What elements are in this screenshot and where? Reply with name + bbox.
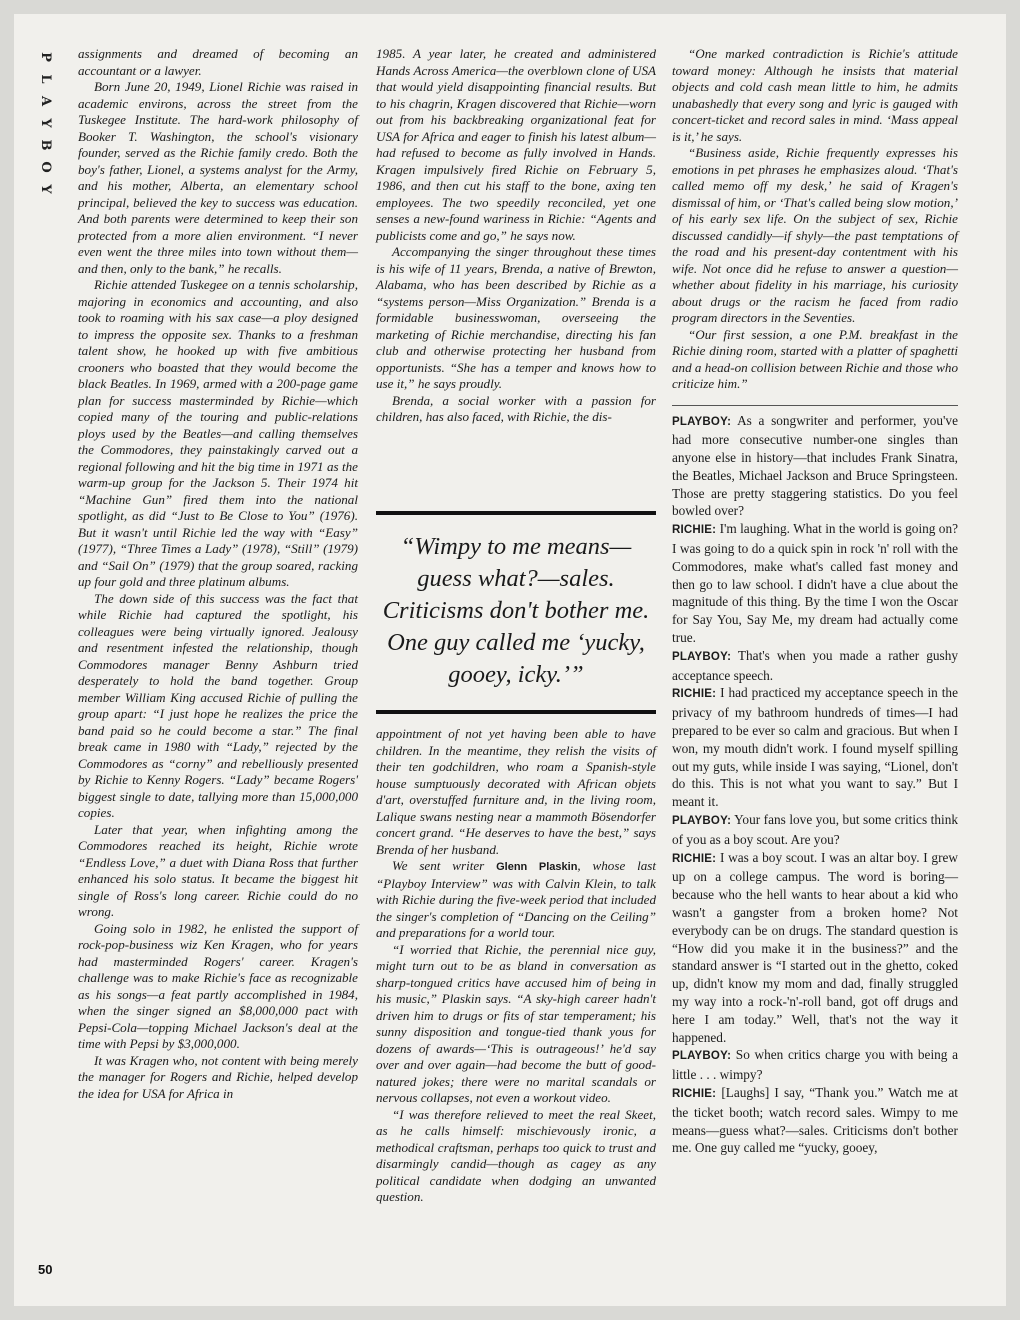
paragraph [376, 858, 656, 942]
paragraph: “I was therefore relieved to meet the real Skeet, as he calls himself: mischievously ironic, a methodical craftsman, perhaps too quick to trust and disarmingly candid—though as cagey as any political candidate when dodging an unwanted question. [376, 1106, 656, 1204]
speaker-label: RICHIE: [672, 688, 717, 701]
column-2 [376, 46, 656, 1204]
interview-turn [672, 412, 958, 521]
speaker-label: RICHIE: [672, 1087, 717, 1100]
interview-turn [672, 849, 958, 1047]
spine-letter: Y [38, 118, 53, 128]
spine-logo [36, 46, 54, 200]
paragraph: Born June 20, 1949, Lionel Richie was raised in academic environs, across the street from the Tuskegee Institute. The hard-work philosophy of Booker T. Washington, the school's visionary founder, served as the Richie family credo. Both the boy's father, Lionel, a systems analyst for the Army, and his mother, Alberta, an elementary school principal, believed the key to success was education. And both parents were determined to keep their son protected from a more alien environment. “I never even went the three miles into town without them—and then, only to the bank,” he recalls. [78, 79, 358, 276]
interview-text: That's when you made a rather gushy acceptance speech. [672, 647, 958, 683]
paragraph: “I worried that Richie, the perennial nice guy, might turn out to be as bland in conversation as sharp-tongued critics have accused him of being in his music,” Plaskin says. “A sky-high career hadn't driven him to drugs or fits of star temperament; his sunny disposition and tongue-tied thank yous for dozens of awards—‘This is outrageous!’ he'd say over and over again—had become the butt of good-natured jokes; there were no marital scandals or nervous collapses, not even a workout video. [376, 941, 656, 1105]
spine-letter: P [38, 52, 53, 62]
paragraph: Later that year, when infighting among the Commodores reached its height, Richie wrote “Endless Love,” a duet with Diana Ross that further enhanced his solo status. It became the biggest hit single of Ross's long career. Richie could do no wrong. [78, 821, 358, 919]
pull-quote-box [376, 502, 656, 718]
spine-letter: O [38, 161, 53, 173]
speaker-label: PLAYBOY: [672, 415, 732, 428]
paragraph: “Our first session, a one P.M. breakfast in the Richie dining room, started with a platter of spaghetti and a head-on collision between Richie and those who criticize him.” [672, 326, 958, 391]
pull-quote-rule-top [376, 511, 656, 515]
paragraph: “Business aside, Richie frequently expresses his emotions in pet phrases he emphasizes aloud. ‘That's called memo off my desk,’ he said of Kragen's dismissal of him, or ‘That's called being slow motion,’ of his early sex life. On the subject of sex, Richie discussed candidly—if shyly—the past temptations of the road and his present-day contentment with his wife. Not once did he refuse to answer a question—whether about fidelity in his marriage, his curiosity about drugs or the racism he faced from radio program directors in the Seventies. [672, 145, 958, 325]
interview-text: I had practiced my acceptance speech in the privacy of my bathroom hundreds of times—I had prepared to be ever so calm and gracious. But when I won, my mouth didn't work. I found myself spilling out my guts, while inside I was saying, “Lionel, don't do this. This is not what you want to say.” But I meant it. [672, 685, 958, 810]
paragraph: Accompanying the singer throughout these times is his wife of 11 years, Brenda, a native of Brewton, Alabama, who has been described by Richie as a “systems person—Miss Organization.” Brenda is a formidable businesswoman, overseeing the marketing of Richie merchandise, directing his fan club and otherwise protecting her husband from opportunists. “She has a temper and knows how to use it,” he says proudly. [376, 244, 656, 391]
paragraph: “One marked contradiction is Richie's attitude toward money: Although he insists that material objects and cold cash mean little to him, he admits unabashedly that every song and lyric is gauged with concert-ticket and record sales in mind. ‘Mass appeal is it,’ he says. [672, 46, 958, 144]
spine-letter: B [38, 139, 53, 151]
page-number: 50 [38, 1262, 53, 1277]
interview-text: As a songwriter and performer, you've had more consecutive number-one singles than anyone else in history—that includes Frank Sinatra, the Beatles, Michael Jackson and Bruce Springsteen. Those are pretty staggering statistics. Do you feel bowled over? [672, 412, 958, 519]
text: , whose last “Playboy Interview” was with Calvin Klein, to talk with Richie during the five-week period that included the singer's completion of “Dancing on the Ceiling” and preparations for a world tour. [376, 858, 656, 940]
paragraph: The down side of this success was the fact that while Richie had captured the spotlight, his colleagues were being virtually ignored. Jealousy and resentment infested the relationship, though Commodores manager Benny Ashburn tried desperately to hold the band together. Group member William King accused Richie of pulling the group apart: “I just hope he realizes the price the band paid so he could become a star.” The final break came in 1980 with “Lady,” rejected by the Commodores as “corny” and rebelliously presented by Richie to Kenny Rogers. “Lady” became Rogers' biggest single to date, tallying more than 15,000,000 copies. [78, 590, 358, 820]
speaker-label: PLAYBOY: [672, 1050, 732, 1063]
spine-letter: Y [38, 184, 53, 194]
writer-name: Glenn Plaskin [496, 861, 578, 873]
speaker-label: PLAYBOY: [672, 815, 732, 828]
interview-turn [672, 684, 958, 811]
interview-turn [672, 647, 958, 685]
paragraph: It was Kragen who, not content with being merely the manager for Rogers and Richie, helped develop the idea for USA for Africa in [78, 1052, 358, 1101]
interview-text: So when critics charge you with being a little . . . wimpy? [672, 1047, 958, 1083]
spine-letter: A [38, 95, 53, 107]
interview-text: I'm laughing. What in the world is going on? I was going to do a quick spin in rock 'n' roll with the Commodores, make what's called fast money and then go to law school. I didn't have a clue about the magnitude of this thing. By the time I won the Oscar for Say You, Say Me, my dream had actually come true. [672, 521, 958, 646]
interview-turn [672, 1084, 958, 1157]
paragraph: assignments and dreamed of becoming an accountant or a lawyer. [78, 46, 358, 78]
interview-turn [672, 1046, 958, 1084]
speaker-label: PLAYBOY: [672, 650, 732, 663]
text: We sent writer [392, 858, 497, 873]
pull-quote-rule-bottom [376, 710, 656, 714]
paragraph: Brenda, a social worker with a passion for children, has also faced, with Richie, the dis- [376, 392, 656, 424]
column-3 [672, 46, 958, 1157]
paragraph: appointment of not yet having been able to have children. In the meantime, they relish the visits of their ten godchildren, who roam a Spanish-style house sumptuously decorated with African objets d'art, overstuffed furniture and, in the living room, Lalique swans nesting near a mammoth Bösendorfer concert grand. “He deserves to have the best,” says Brenda of her husband. [376, 726, 656, 857]
spine-letter: L [38, 74, 53, 84]
interview-section [672, 405, 958, 1158]
interview-turn [672, 520, 958, 647]
speaker-label: RICHIE: [672, 524, 717, 537]
interview-text: [Laughs] I say, “Thank you.” Watch me at the ticket booth; watch record sales. Wimpy to me means—guess what?—sales. Criticisms don't bother me. One guy called me “yucky, gooey, [672, 1084, 958, 1156]
column-1 [78, 46, 358, 1102]
magazine-page [14, 14, 1006, 1306]
interview-turn [672, 811, 958, 849]
interview-text: Your fans love you, but some critics think of you as a boy scout. Are you? [672, 812, 958, 847]
interview-text: I was a boy scout. I was an altar boy. I grew up on a college campus. The word is boring—because who the hell wants to hear about a kid who wasn't a gangster from a broken home? Not everybody can be on drugs. The standard question is “How did you make it in the business?” and the standard answer is “I started out in the ghetto, coked up, didn't know my mom and dad, finally struggled my way into a rock-'n'-roll band, got off drugs and here I am today.” Well, that's not the way it happened. [672, 849, 958, 1045]
paragraph: 1985. A year later, he created and administered Hands Across America—the overblown clone of USA that would yield disappointing financial results. But to his chagrin, Kragen discovered that Richie—worn out from his backbreaking organizational feat for USA for Africa and eager to finish his latest album—had refused to become as fully involved in Hands. Kragen impulsively fired Richie on February 5, 1986, and then cut his staff to the bone, axing ten employees. The two speedily reconciled, yet one senses a new-found wariness in Richie: “Agents and publicists come and go,” he says now. [376, 46, 656, 243]
column-2-lower [376, 726, 656, 1206]
pull-quote: “Wimpy to me means—guess what?—sales. Criticisms don't bother me. One guy called me ‘yucky, gooey, icky.’” [382, 533, 650, 688]
speaker-label: RICHIE: [672, 852, 717, 865]
paragraph: Going solo in 1982, he enlisted the support of rock-pop-business wiz Ken Kragen, who for years had masterminded Rogers' career. Kragen's challenge was to make Richie's face as recognizable as his songs—a feat partly accomplished in 1984, when the singer signed an $8,000,000 pact with Pepsi-Cola—topping Michael Jackson's deal at the time with Pepsi by $3,000,000. [78, 920, 358, 1051]
paragraph: Richie attended Tuskegee on a tennis scholarship, majoring in economics and accounting, and also took to roaming with his sax case—a ploy designed to impress the opposite sex. Thanks to a freshman talent show, he hooked up with five ambitious crooners who boasted that they would become the black Beatles. In 1969, armed with a 200-page game plan for success masterminded by Richie—which copied many of the touring and public-relations ploys used by the Beatles—and calling themselves the Commodores, they painstakingly carved out a regional following and hit the big time in 1971 as the warm-up group for the Jackson 5. Their 1974 hit “Machine Gun” fired them into the national spotlight, as did “Just to Be Close to You” (1976). But it wasn't until Richie led the way with “Easy” (1977), “Three Times a Lady” (1978), “Still” (1979) and “Sail On” (1979) that the group soared, racking up four gold and three platinum albums. [78, 277, 358, 589]
